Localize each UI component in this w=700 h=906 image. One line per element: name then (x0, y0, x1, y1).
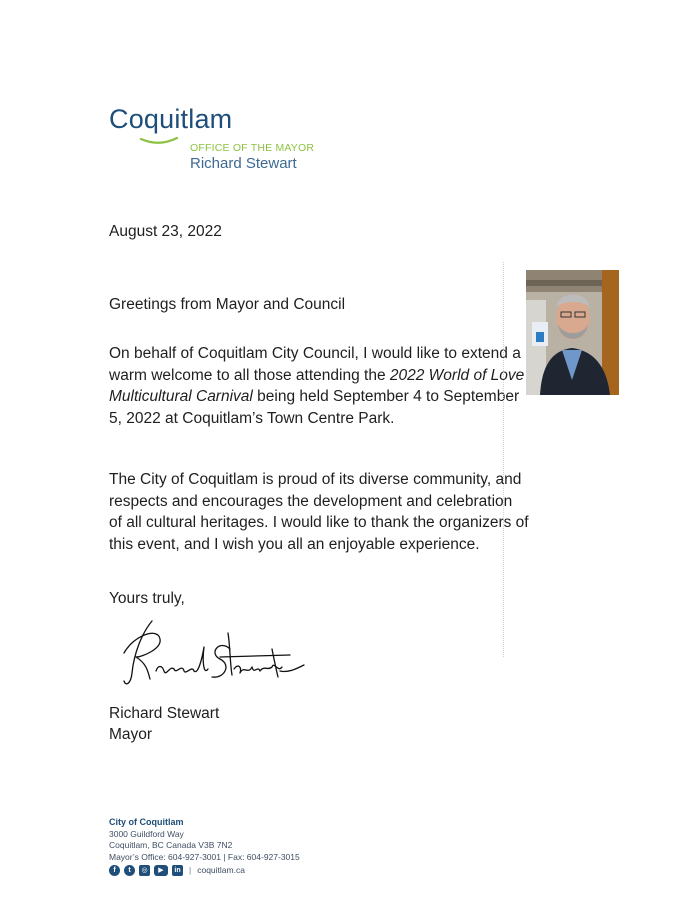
signer-name: Richard Stewart (109, 705, 220, 722)
logo-office-label: OFFICE OF THE MAYOR (190, 142, 315, 154)
event-name: 2022 World of Love Multicultural Carnival (109, 366, 525, 405)
footer-separator: | (189, 865, 192, 875)
margin-divider (503, 262, 504, 657)
paragraph-2-text: The City of Coquitlam is proud of its diverse community, and respects and encourages the development and celebration of all cultural heritages. I would like to thank the organizers of this event, and I wish you all an enjoyable experience. (109, 471, 529, 553)
letter-paragraph-1 (109, 343, 529, 429)
mayor-portrait-photo (526, 270, 619, 395)
twitter-icon[interactable]: t (124, 865, 135, 876)
signer-title: Mayor (109, 726, 153, 743)
footer-city: Coquitlam, BC Canada V3B 7N2 (109, 840, 233, 850)
letter-greeting: Greetings from Mayor and Council (109, 296, 346, 313)
instagram-icon[interactable]: ◎ (139, 865, 150, 876)
youtube-icon[interactable]: ▶ (154, 865, 168, 876)
letter-date: August 23, 2022 (109, 223, 222, 240)
letter-closing: Yours truly, (109, 590, 185, 607)
coquitlam-logo (109, 104, 319, 176)
footer-website[interactable]: coquitlam.ca (197, 865, 245, 875)
letter-paragraph-2 (109, 469, 529, 555)
paragraph-1-details: being held September 4 to September 5, 2022 at Coquitlam’s Town Centre Park. (109, 388, 520, 427)
footer-phones: Mayor’s Office: 604-927-3001 | Fax: 604-927-3015 (109, 851, 300, 862)
letter-footer (109, 817, 300, 877)
social-links (109, 865, 300, 877)
logo-mayor-name: Richard Stewart (190, 155, 297, 172)
paragraph-1-intro: On behalf of Coquitlam City Council, I would like to extend a warm welcome to all those attending the (109, 345, 521, 384)
linkedin-icon[interactable]: in (172, 865, 183, 876)
signer-block (109, 703, 219, 745)
footer-org: City of Coquitlam (109, 817, 184, 827)
handwritten-signature (112, 613, 312, 693)
logo-wordmark: Coquitlam (109, 104, 233, 134)
facebook-icon[interactable]: f (109, 865, 120, 876)
footer-street: 3000 Guildford Way (109, 828, 184, 839)
logo-swoosh-icon (139, 136, 179, 146)
